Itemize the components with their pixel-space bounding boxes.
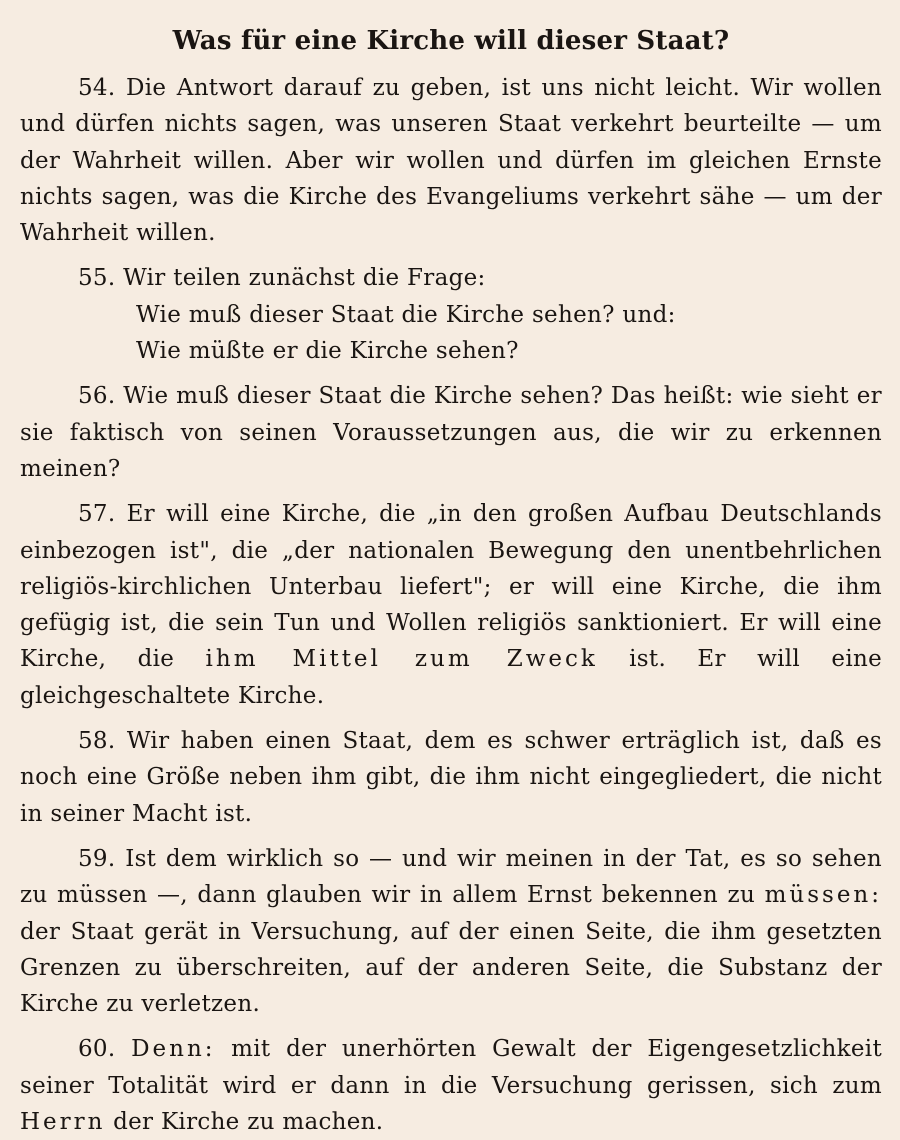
paragraph-55 xyxy=(20,260,882,296)
paragraph-number: 55. xyxy=(78,265,116,292)
paragraph-text: mit der unerhörten Gewalt der Eigengesetzlichkeit seiner Totalität wird er dann in die Versuchung gerissen, sich zum xyxy=(20,1036,882,1099)
paragraph-number: 57. xyxy=(78,501,116,528)
paragraph-60 xyxy=(20,1031,882,1140)
paragraph-number: 59. xyxy=(78,845,116,872)
paragraph-number: 58. xyxy=(78,728,116,755)
paragraph-text: der Kirche zu machen. xyxy=(113,1109,384,1136)
paragraph-number: 54. xyxy=(78,75,116,101)
paragraph-text: ist. Er will eine gleichgeschaltete Kirche. xyxy=(20,646,882,709)
question-block xyxy=(20,297,882,370)
paragraph-number: 60. xyxy=(78,1036,116,1063)
emphasis-text: Denn: xyxy=(131,1036,216,1063)
question-line: Wie muß dieser Staat die Kirche sehen? und: xyxy=(136,301,676,328)
paragraph-54 xyxy=(20,70,882,251)
question-line: Wie müßte er die Kirche sehen? xyxy=(136,338,519,365)
paragraph-text: Wir teilen zunächst die Frage: xyxy=(123,265,486,292)
paragraph-59 xyxy=(20,841,882,1022)
emphasis-text: ihm Mittel zum Zweck xyxy=(205,646,598,673)
paragraph-56 xyxy=(20,378,882,487)
paragraph-57 xyxy=(20,496,882,714)
paragraph-text: Ist dem wirklich so — und wir meinen in der Tat, es so sehen zu müssen —, dann glauben wir in allem Ernst bekennen zu xyxy=(20,845,882,909)
page-title: Was für eine Kirche will dieser Staat? xyxy=(172,26,730,56)
paragraph-text: Er will eine Kirche, die „in den großen Aufbau Deutschlands einbezogen ist", die „der nationalen Bewegung den unentbehrlichen religiös-kirchlichen Unterbau liefert"; er will eine Kirche, die ihm gefügig ist, die sein Tun und Wollen religiös sanktioniert. Er will eine Kirche, die xyxy=(20,501,882,673)
paragraph-text: Wir haben einen Staat, dem es schwer erträglich ist, daß es noch eine Größe neben ihm gibt, die ihm nicht eingegliedert, die nicht in seiner Macht ist. xyxy=(20,728,882,827)
paragraph-text: Wie muß dieser Staat die Kirche sehen? Das heißt: wie sieht er sie faktisch von seinen Voraussetzungen aus, die wir zu erkennen meinen? xyxy=(20,383,882,482)
paragraph-number: 56. xyxy=(78,383,116,410)
emphasis-text: Herrn xyxy=(20,1109,106,1136)
paragraph-58 xyxy=(20,723,882,832)
paragraph-text: der Staat gerät in Versuchung, auf der einen Seite, die ihm gesetzten Grenzen zu überschreiten, auf der anderen Seite, die Substanz der Kirche zu verletzen. xyxy=(20,918,882,1018)
emphasis-text: müssen: xyxy=(764,882,882,909)
paragraph-text: Die Antwort darauf zu geben, ist uns nicht leicht. Wir wollen und dürfen nichts sagen, was unseren Staat verkehrt beurteilte — um der Wahrheit willen. Aber wir wollen und dürfen im gleichen Ernste nichts sagen, was die Kirche des Evangeliums verkehrt sähe — um der Wahrheit willen. xyxy=(20,75,882,247)
